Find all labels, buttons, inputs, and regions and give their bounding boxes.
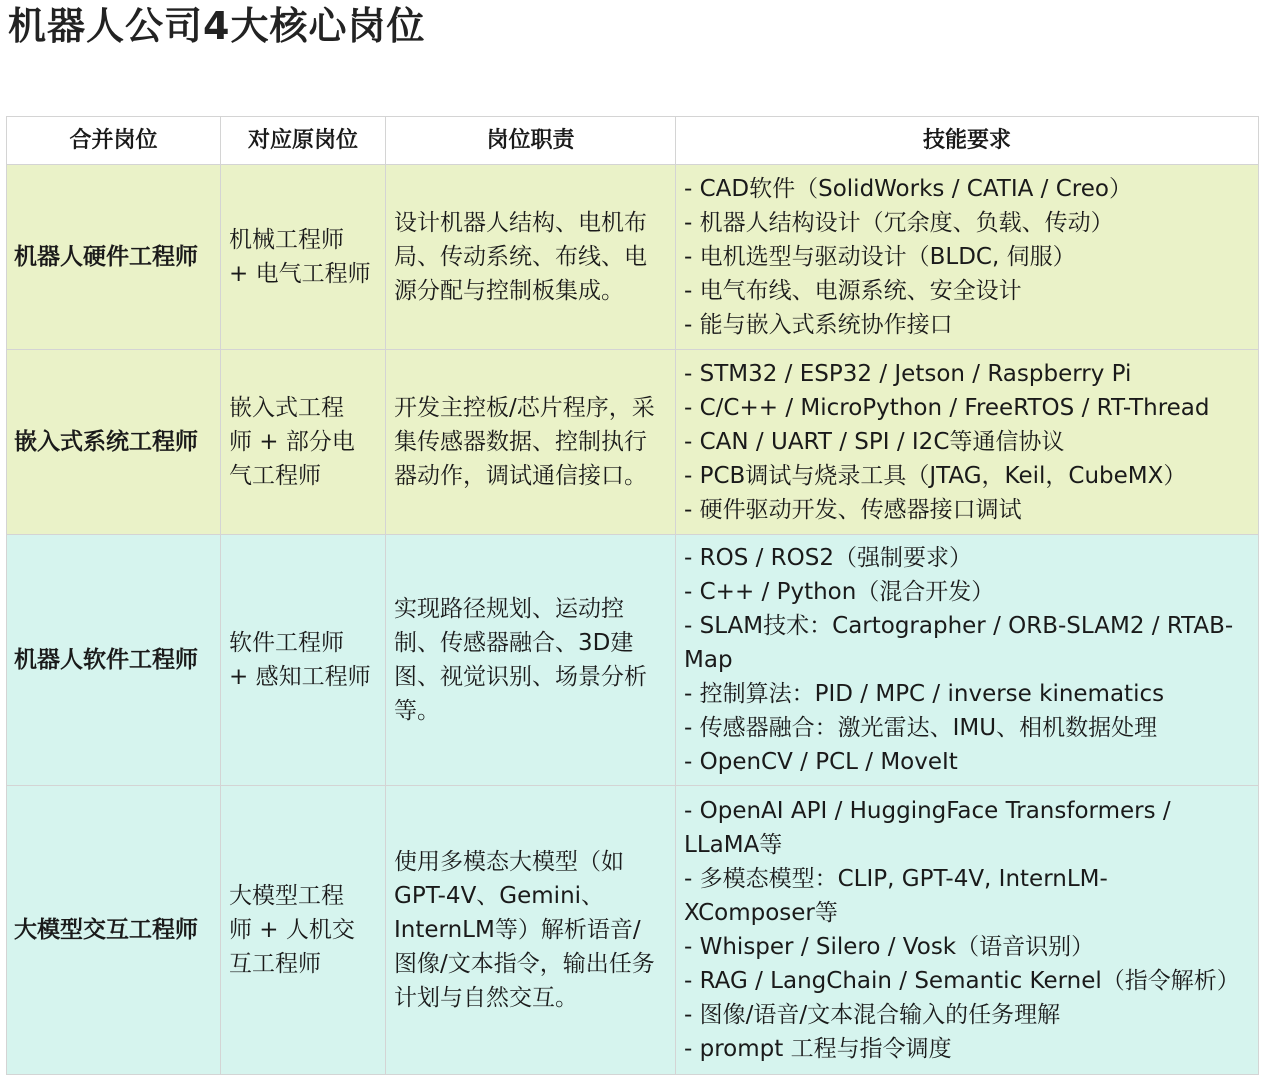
duty-line: 图像/文本指令，输出任务 — [394, 951, 655, 977]
duties-cell — [386, 165, 676, 350]
header-duties: 岗位职责 — [386, 117, 676, 165]
skill-item: - CAD软件（SolidWorks / CATIA / Creo） — [684, 176, 1132, 202]
skills-cell — [676, 786, 1259, 1075]
skill-item: - SLAM技术：Cartographer / ORB-SLAM2 / RTAB- — [684, 613, 1234, 639]
header-merged-role: 合并岗位 — [7, 117, 221, 165]
skill-item: - STM32 / ESP32 / Jetson / Raspberry Pi — [684, 361, 1132, 387]
table-row-llm-engineer — [7, 786, 1259, 1075]
skill-item: - PCB调试与烧录工具（JTAG，Keil，CubeMX） — [684, 463, 1187, 489]
skill-item: - 电气布线、电源系统、安全设计 — [684, 278, 1022, 304]
duty-line: GPT-4V、Gemini、 — [394, 883, 605, 909]
duty-line: 制、传感器融合、3D建 — [394, 630, 634, 656]
original-role-line: 大模型工程 — [229, 883, 344, 909]
skill-item: - 传感器融合：激光雷达、IMU、相机数据处理 — [684, 715, 1158, 741]
header-original-role: 对应原岗位 — [221, 117, 386, 165]
original-role-line: 师 + 人机交 — [229, 917, 355, 943]
page-title: 机器人公司4大核心岗位 — [8, 4, 426, 48]
roles-table — [6, 116, 1259, 1075]
role-name: 机器人软件工程师 — [7, 535, 221, 786]
duties-cell — [386, 535, 676, 786]
duty-line: 开发主控板/芯片程序，采 — [394, 395, 655, 421]
table-row-software-engineer — [7, 535, 1259, 786]
original-role-line: 师 + 部分电 — [229, 429, 355, 455]
table-header-row — [7, 117, 1259, 165]
header-skills: 技能要求 — [676, 117, 1259, 165]
skill-item: - ROS / ROS2（强制要求） — [684, 545, 972, 571]
skill-item: Map — [684, 647, 733, 673]
original-role-line: 气工程师 — [229, 463, 321, 489]
skill-item: XComposer等 — [684, 900, 838, 926]
skill-item: - 多模态模型：CLIP, GPT-4V, InternLM- — [684, 866, 1108, 892]
skill-item: - 硬件驱动开发、传感器接口调试 — [684, 497, 1022, 523]
duty-line: 集传感器数据、控制执行 — [394, 429, 647, 455]
skill-item: - prompt 工程与指令调度 — [684, 1036, 952, 1062]
original-role-line: 嵌入式工程 — [229, 395, 344, 421]
duty-line: 使用多模态大模型（如 — [394, 849, 624, 875]
skill-item: - RAG / LangChain / Semantic Kernel（指令解析） — [684, 968, 1240, 994]
original-role-line: + 感知工程师 — [229, 664, 371, 690]
duty-line: InternLM等）解析语音/ — [394, 917, 641, 943]
skill-item: - 图像/语音/文本混合输入的任务理解 — [684, 1002, 1061, 1028]
skill-item: LLaMA等 — [684, 832, 783, 858]
skill-item: - C++ / Python（混合开发） — [684, 579, 995, 605]
duty-line: 等。 — [394, 698, 440, 724]
skill-item: - 机器人结构设计（冗余度、负载、传动） — [684, 210, 1114, 236]
duties-cell — [386, 350, 676, 535]
duty-line: 设计机器人结构、电机布 — [394, 210, 647, 236]
original-roles-cell — [221, 786, 386, 1075]
duty-line: 计划与自然交互。 — [394, 985, 578, 1011]
skill-item: - OpenAI API / HuggingFace Transformers / — [684, 798, 1171, 824]
skills-cell — [676, 350, 1259, 535]
role-name: 机器人硬件工程师 — [7, 165, 221, 350]
duty-line: 器动作，调试通信接口。 — [394, 463, 647, 489]
duty-line: 实现路径规划、运动控 — [394, 596, 624, 622]
skill-item: - 能与嵌入式系统协作接口 — [684, 312, 953, 338]
duty-line: 图、视觉识别、场景分析 — [394, 664, 647, 690]
original-role-line: 软件工程师 — [229, 630, 344, 656]
skill-item: - OpenCV / PCL / MoveIt — [684, 749, 958, 775]
table-row-embedded-engineer — [7, 350, 1259, 535]
duty-line: 源分配与控制板集成。 — [394, 278, 624, 304]
original-role-line: + 电气工程师 — [229, 261, 371, 287]
skill-item: - 控制算法：PID / MPC / inverse kinematics — [684, 681, 1165, 707]
skills-cell — [676, 535, 1259, 786]
skill-item: - Whisper / Silero / Vosk（语音识别） — [684, 934, 1095, 960]
skill-item: - 电机选型与驱动设计（BLDC, 伺服） — [684, 244, 1076, 270]
duties-cell — [386, 786, 676, 1075]
original-role-line: 机械工程师 — [229, 227, 344, 253]
skills-cell — [676, 165, 1259, 350]
skill-item: - CAN / UART / SPI / I2C等通信协议 — [684, 429, 1065, 455]
skill-item: - C/C++ / MicroPython / FreeRTOS / RT-Thread — [684, 395, 1210, 421]
original-roles-cell — [221, 535, 386, 786]
role-name: 嵌入式系统工程师 — [7, 350, 221, 535]
table-row-hardware-engineer — [7, 165, 1259, 350]
original-role-line: 互工程师 — [229, 951, 321, 977]
original-roles-cell — [221, 350, 386, 535]
original-roles-cell — [221, 165, 386, 350]
role-name: 大模型交互工程师 — [7, 786, 221, 1075]
duty-line: 局、传动系统、布线、电 — [394, 244, 647, 270]
